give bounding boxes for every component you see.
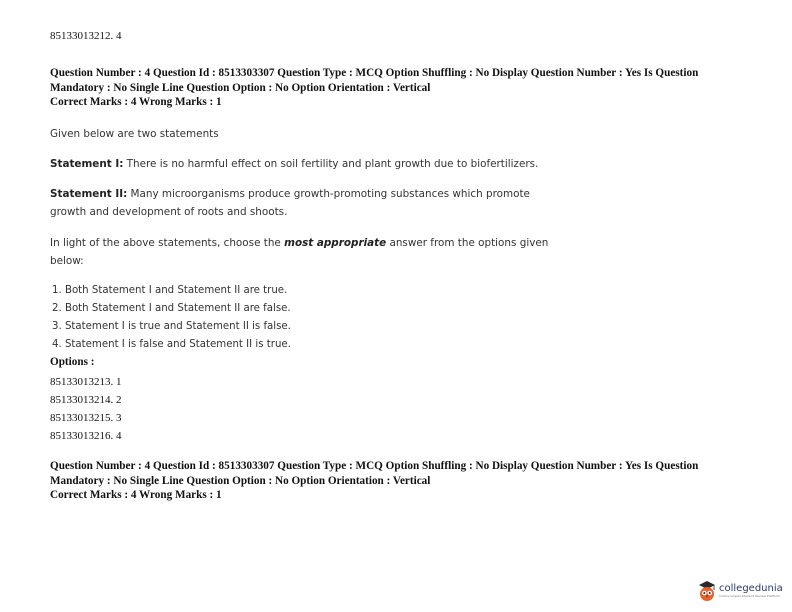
question-header-line: Question Number : 4 Question Id : 8513303307 Question Type : MCQ Option Shuffling : No Display Question Number : Yes Is Question	[50, 67, 699, 79]
question-prompt	[50, 234, 555, 270]
options-label: Options :	[50, 356, 95, 368]
prompt-text: answer from the options given below:	[50, 237, 549, 267]
question-header-line: Mandatory : No Single Line Question Option : No Option Orientation : Vertical	[50, 81, 431, 94]
question-header-line: Question Number : 4 Question Id : 8513303307 Question Type : MCQ Option Shuffling : No Display Question Number : Yes Is Question	[50, 460, 699, 472]
question-header-line: Mandatory : No Single Line Question Option : No Option Orientation : Vertical	[50, 474, 431, 487]
graduate-owl-icon	[697, 580, 717, 602]
collegedunia-logo	[697, 578, 783, 604]
statement-two-text: Many microorganisms produce growth-promoting substances which promote growth and development of roots and shoots.	[50, 188, 530, 218]
option-id: 85133013216. 4	[50, 430, 122, 442]
answer-choice: 1. Both Statement I and Statement II are true.	[52, 285, 288, 296]
statement-one	[50, 155, 538, 173]
option-id: 85133013214. 2	[50, 394, 122, 406]
question-header	[50, 66, 698, 110]
question-marks-line: Correct Marks : 4 Wrong Marks : 1	[50, 96, 222, 109]
answer-choice: 3. Statement I is true and Statement II is false.	[52, 321, 291, 332]
answer-choice: 4. Statement I is false and Statement II is true.	[52, 339, 291, 350]
logo-wordmark: collegedunia	[719, 583, 783, 594]
question-header	[50, 459, 698, 503]
prompt-emphasis: most appropriate	[284, 237, 387, 249]
option-id: 85133013215. 3	[50, 412, 122, 424]
answer-choice: 2. Both Statement I and Statement II are false.	[52, 303, 291, 314]
option-id-list	[50, 373, 122, 445]
prompt-text: In light of the above statements, choose the	[50, 237, 285, 249]
statement-two	[50, 185, 555, 221]
option-id: 85133013213. 1	[50, 376, 122, 388]
logo-tagline: India's largest Student Review Platform	[719, 594, 781, 598]
question-intro: Given below are two statements	[50, 128, 219, 140]
previous-option-id: 85133013212. 4	[50, 30, 122, 42]
statement-one-label: Statement I:	[50, 158, 124, 170]
statement-two-label: Statement II:	[50, 188, 128, 200]
question-marks-line: Correct Marks : 4 Wrong Marks : 1	[50, 489, 222, 502]
statement-one-text: There is no harmful effect on soil fertility and plant growth due to biofertilizers.	[123, 158, 539, 170]
answer-choices-list	[52, 282, 291, 354]
